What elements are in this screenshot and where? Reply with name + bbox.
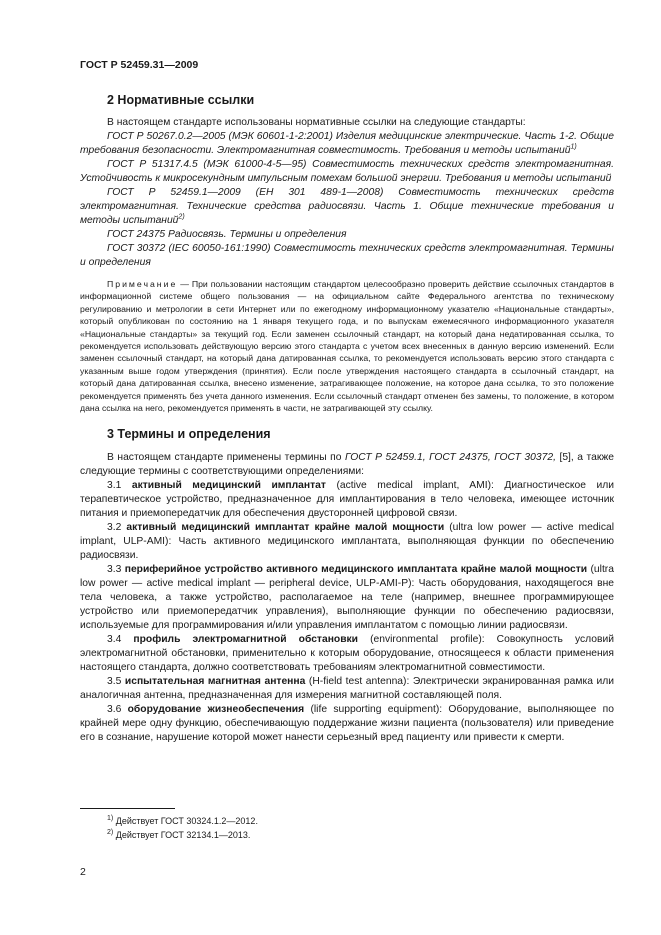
section-2-intro: В настоящем стандарте использованы нормативные ссылки на следующие стандарты: xyxy=(107,117,526,128)
term-definition xyxy=(80,675,614,703)
term-definition xyxy=(80,633,614,675)
term-number: 3.2 xyxy=(107,522,122,534)
footnote-text: Действует ГОСТ 32134.1—2013. xyxy=(115,830,251,840)
footnote-item xyxy=(107,814,258,828)
section-3-intro xyxy=(80,451,614,479)
term-text: (H-field test antenna): Электрически экранированная рамка или аналогичная антенна, предназначенная для измерения магнитной составляющей поля. xyxy=(80,676,614,702)
intro-refs: ГОСТ Р 52459.1, ГОСТ 24375, ГОСТ 30372, xyxy=(344,452,556,464)
reference-item xyxy=(80,130,614,158)
reference-text: ГОСТ Р 51317.4.5 (МЭК 61000-4-5—95) Совместимость технических средств электромагнитная. Устойчивость к микросекундным импульсным помехам большой энергии. Требования и методы испытаний xyxy=(80,159,614,184)
note-label: Примечание xyxy=(107,279,178,289)
term-text: (ultra low power — active medical implant — peripheral device, ULP-AMI-P): Часть оборудования, находящегося вне тела человека, а также устройство, располагаемое на теле (например, внешнее программирующее устройство или приемопередатчик управления), выполняющие функции по обеспечению радиосвязи, используемые для программирования и/или управления имплантатом с помощью линии радиосвязи. xyxy=(80,564,614,632)
term-definition xyxy=(80,703,614,745)
term-name: испытательная магнитная антенна xyxy=(124,676,306,688)
term-number: 3.6 xyxy=(107,704,122,716)
footnotes xyxy=(107,814,258,842)
term-name: оборудование жизнеобеспечения xyxy=(127,704,305,716)
reference-text: ГОСТ 30372 (IEC 60050-161:1990) Совместимость технических средств электромагнитная. Термины и определения xyxy=(80,243,614,268)
term-name: периферийное устройство активного медицинского имплантата крайне малой мощности xyxy=(124,564,588,576)
document-header: ГОСТ Р 52459.31—2009 xyxy=(80,59,199,71)
term-name: активный медицинский имплантат xyxy=(131,480,326,492)
term-text: (active medical implant, AMI): Диагностическое или терапевтическое устройство, предназначенное для имплантирования в тело человека, имеющее источник питания и приемопередатчик для обеспечения двусторонней цифровой связи. xyxy=(80,480,614,520)
term-text: (environmental profile): Совокупность условий электромагнитной обстановки, применительно к которым оборудование, относящееся к области применения настоящего стандарта, должно соответствовать требованиям электромагнитной совместимости. xyxy=(80,634,614,674)
intro-prefix: В настоящем стандарте применены термины по xyxy=(107,452,342,464)
footnote-mark: 2) xyxy=(107,829,114,836)
term-text: (ultra low power — active medical implant, ULP-AMI): Часть активного медицинского имплантата, выполняющая функции по обеспечению радиосвязи. xyxy=(80,522,615,562)
reference-text: ГОСТ 24375 Радиосвязь. Термины и определения xyxy=(107,229,347,240)
page-number: 2 xyxy=(80,866,86,878)
reference-item xyxy=(80,242,614,270)
footnote-divider xyxy=(80,808,175,809)
footnote-marker: 1) xyxy=(570,143,577,151)
note-paragraph xyxy=(80,278,614,414)
term-name: активный медицинский имплантат крайне малой мощности xyxy=(126,522,445,534)
intro-suffix: [5], а также следующие термины с соответствующими определениями: xyxy=(80,452,614,478)
reference-text: ГОСТ Р 50267.0.2—2005 (МЭК 60601-1-2:2001) Изделия медицинские электрические. Часть 1-2. Общие требования безопасности. Электромагнитная совместимость. Требования и методы испытаний xyxy=(80,131,614,156)
reference-item xyxy=(80,158,614,186)
note-text: — При пользовании настоящим стандартом целесообразно проверить действие ссылочных стандартов в информационной системе общего пользования — на официальном сайте Федерального агентства по техническому регулированию и метрологии в сети Интернет или по ежегодному информационному указателю «Национальные стандарты», который опубликован по состоянию на 1 января текущего года, и по выпускам ежемесячного информационного указателя «Национальные стандарты» за текущий год. Если заменен ссылочный стандарт, на который дана недатированная ссылка, то рекомендуется использовать действующую версию этого стандарта с учетом всех внесенных в данную версию изменений. Если заменен ссылочный стандарт, на который дана датированная ссылка, то рекомендуется использовать версию этого стандарта с указанным выше годом утверждения (принятия). Если после утверждения настоящего стандарта в ссылочный стандарт, на который дана датированная ссылка, внесено изменение, затрагивающее положение, на которое дана ссылка, то это положение рекомендуется применять без учета данного изменения. Если ссылочный стандарт отменен без замены, то положение, в котором дана ссылка на него, рекомендуется применять в части, не затрагивающей эту ссылку. xyxy=(80,279,614,414)
page-content xyxy=(80,93,614,745)
term-number: 3.5 xyxy=(107,676,122,688)
term-number: 3.3 xyxy=(107,564,122,576)
reference-text: ГОСТ Р 52459.1—2009 (ЕН 301 489-1—2008) Совместимость технических средств электромагнитная. Технические средства радиосвязи. Часть 1. Общие технические требования и методы испытаний xyxy=(80,187,614,226)
term-definition xyxy=(80,479,614,521)
term-number: 3.1 xyxy=(107,480,122,492)
footnote-marker: 2) xyxy=(178,213,185,221)
term-text: (life supporting equipment): Оборудование, выполняющее по крайней мере одну функцию, обеспечивающую поддержание жизни пациента (пользователя) или приведение его в сознание, нарушение которой может нанести серьезный вред пациенту или привести к смерти. xyxy=(80,704,614,744)
section-2-title: 2 Нормативные ссылки xyxy=(107,93,255,107)
term-definition xyxy=(80,563,614,633)
term-name: профиль электромагнитной обстановки xyxy=(133,634,359,646)
term-definition xyxy=(80,521,614,563)
footnote-mark: 1) xyxy=(107,815,114,822)
footnote-item xyxy=(107,828,258,842)
section-3-title: 3 Термины и определения xyxy=(107,427,271,442)
reference-item xyxy=(80,228,614,242)
footnote-text: Действует ГОСТ 30324.1.2—2012. xyxy=(115,816,258,826)
reference-item xyxy=(80,186,614,228)
term-number: 3.4 xyxy=(107,634,122,646)
